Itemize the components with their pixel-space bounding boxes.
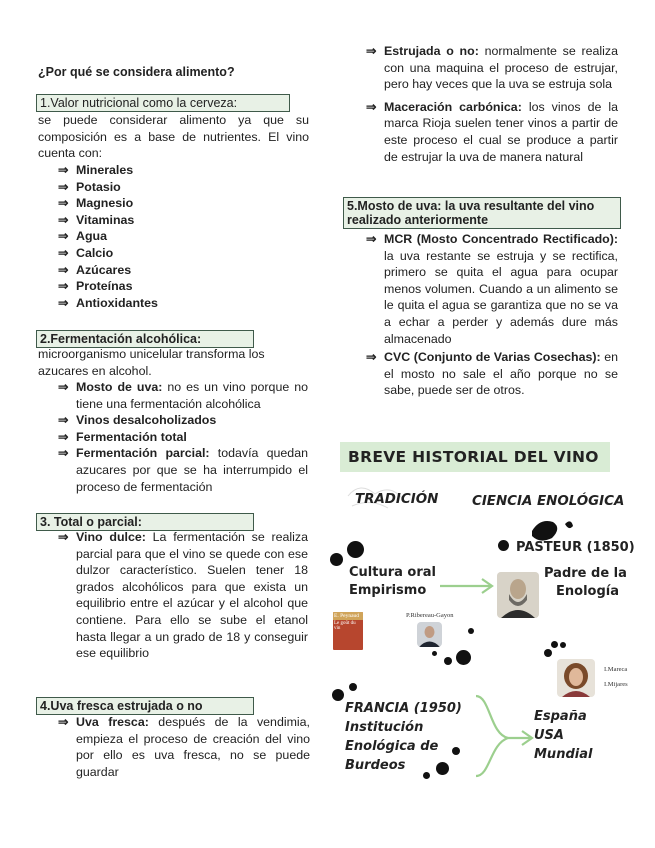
francia-line-1: FRANCIA (1950) [345, 701, 462, 716]
arrow-bullet-icon: ⇒ [58, 279, 69, 294]
list-item-term: CVC (Conjunto de Varias Cosechas): [384, 350, 601, 365]
list-item [58, 262, 298, 279]
list-item-label: Potasio [76, 179, 121, 194]
history-title: BREVE HISTORIAL DEL VINO [340, 442, 610, 472]
list-item [58, 429, 308, 446]
arrow-bullet-icon: ⇒ [58, 196, 69, 211]
decor-dot [332, 689, 344, 701]
arrow-bullet-icon: ⇒ [366, 99, 377, 114]
arrow-bullet-icon: ⇒ [58, 380, 69, 394]
list-item-term: Estrujada o no: [384, 44, 479, 58]
ink-splash-icon [532, 521, 557, 541]
history-diagram-graphics [340, 476, 640, 846]
decor-dot [498, 540, 509, 551]
mareca-photo [557, 659, 595, 697]
peynaud-book [333, 612, 363, 650]
list-item-text: La fermentación se realiza parcial para que el vino se quede con ese dulzor característico. Suelen tener 18 grados alcohólicos para que exista un equilibrio entre el azúcar y el alcohol que contiene. Para ello se sube el etanol hasta llegar a un grado de 18 y conseguir ese equilibrio [76, 530, 308, 661]
pasteur-label: PASTEUR (1850) [516, 540, 635, 555]
section-1-list [58, 162, 298, 311]
section-4-list [58, 714, 310, 780]
arrow-bullet-icon: ⇒ [58, 429, 69, 444]
col-ciencia-enologica: CIENCIA ENOLÓGICA [472, 494, 625, 509]
culture-line-2: Empirismo [349, 583, 427, 598]
decor-dot [330, 553, 343, 566]
section-2-header: 2.Fermentación alcohólica: [36, 330, 254, 348]
arrow-bullet-icon: ⇒ [366, 350, 377, 365]
decor-dot [544, 649, 552, 657]
section-4-header: 4.Uva fresca estrujada o no [36, 697, 254, 715]
photo1-caption: P.Ribereau-Gayon [406, 612, 454, 619]
francia-line-3: Enológica de [345, 739, 439, 754]
list-item [58, 162, 298, 179]
list-item-label: Magnesio [76, 196, 134, 211]
arrow-bullet-icon: ⇒ [58, 179, 69, 194]
list-item-text: en el mosto no sale el año porque no se sabe, puede ser de otros. [384, 350, 618, 398]
list-item [58, 445, 308, 495]
outcome-mundial: Mundial [534, 747, 593, 762]
list-item-text: normalmente se realiza con una maquina el proceso de estrujar, pero hay veces que la uva se estruja sola [384, 44, 619, 92]
list-item-term: MCR (Mosto Concentrado Rectificado): [384, 232, 618, 246]
arrow-bullet-icon: ⇒ [366, 232, 377, 246]
list-item [58, 228, 298, 245]
ribereau-photo [417, 622, 442, 647]
culture-line-1: Cultura oral [349, 565, 437, 580]
list-item [58, 278, 298, 295]
section-5-header: 5.Mosto de uva: la uva resultante del vino realizado anteriormente [343, 197, 621, 229]
outcome-usa: USA [534, 728, 564, 743]
father-line-2: Enología [556, 584, 619, 599]
list-item [58, 412, 308, 429]
list-item-text: la uva restante se estruja y se rectifica, primero se quita el agua para ocupar menos volumen. Cuando a un alimento se le quita el agua se garantiza que no se va a echar a perder y además dure más almacenado [384, 248, 618, 346]
list-item-label: Agua [76, 229, 107, 244]
section-3-header: 3. Total o parcial: [36, 513, 254, 531]
decor-dot [468, 628, 474, 634]
list-item [366, 349, 618, 399]
arrow-bullet-icon: ⇒ [366, 44, 377, 58]
decor-dot [423, 772, 430, 779]
list-item [58, 714, 310, 780]
list-item [58, 295, 298, 312]
pasteur-portrait [497, 572, 539, 618]
person-icon [497, 572, 539, 618]
decor-dot [347, 541, 364, 558]
arrow-bullet-icon: ⇒ [58, 212, 69, 227]
list-item [366, 231, 618, 347]
list-item-label: Calcio [76, 245, 114, 260]
list-item [58, 529, 308, 662]
book-author: E. Peynaud [333, 612, 363, 620]
arrow-bullet-icon: ⇒ [58, 446, 69, 461]
list-item [58, 245, 298, 262]
arrow-bullet-icon: ⇒ [58, 229, 69, 244]
arrow-bullet-icon: ⇒ [58, 163, 69, 177]
list-item-label: Antioxidantes [76, 295, 158, 310]
list-item [366, 99, 618, 165]
section-1-intro: se puede considerar alimento ya que su composición es a base de nutrientes. El vino cuenta con: [38, 113, 309, 161]
col-tradicion: TRADICIÓN [355, 492, 439, 507]
photo2-caption-1: I.Mareca [604, 666, 628, 673]
list-item-label: Minerales [76, 163, 134, 177]
francia-line-2: Institución [345, 720, 424, 735]
person-icon [557, 659, 595, 697]
arrow-bullet-icon: ⇒ [58, 295, 69, 310]
list-item-term: Fermentación total [76, 429, 187, 444]
section-2-list [58, 379, 308, 495]
branch-arrow-icon [476, 696, 532, 776]
list-item-text: después de la vendimia, empieza el proceso de creación del vino por ello es uva fresca, no se puede guardar [76, 715, 311, 779]
list-item [58, 212, 298, 229]
outcome-espana: España [534, 709, 587, 724]
arrow-bullet-icon: ⇒ [58, 530, 69, 544]
list-item [58, 195, 298, 212]
arrow-bullet-icon: ⇒ [58, 715, 69, 729]
list-item-text: todavía quedan azucares por que se ha interrumpido el proceso de fermentación [76, 446, 308, 494]
list-item [58, 379, 308, 412]
right-top-list [366, 43, 618, 165]
arrow-bullet-icon: ⇒ [58, 245, 69, 260]
list-item-term: Vinos desalcoholizados [76, 413, 217, 428]
list-item [366, 43, 618, 93]
list-item-label: Azúcares [76, 262, 132, 277]
decor-dot [560, 642, 566, 648]
decor-dot [444, 657, 452, 665]
list-item-text: no es un vino porque no tiene una fermentación alcohólica [76, 380, 308, 411]
section-1-header: 1.Valor nutricional como la cerveza: [36, 94, 290, 112]
arrow-bullet-icon: ⇒ [58, 262, 69, 277]
list-item-term: Maceración carbónica: [384, 99, 522, 114]
arrow-right-icon [440, 579, 492, 593]
arrow-bullet-icon: ⇒ [58, 413, 69, 428]
section-3-list [58, 529, 308, 662]
photo2-caption-2: I.Mijares [604, 681, 628, 688]
list-item-term: Mosto de uva: [76, 380, 163, 394]
question-heading: ¿Por qué se considera alimento? [38, 65, 235, 79]
list-item-term: Uva fresca: [76, 715, 149, 729]
decor-dot [349, 683, 357, 691]
decor-dot [551, 641, 558, 648]
section-5-list [366, 231, 618, 399]
list-item-label: Proteínas [76, 279, 133, 294]
decor-dot [452, 747, 460, 755]
list-item-text: los vinos de la marca Rioja suelen tener vinos a partir de este proceso el cual se produce a partir de estrujar la uva de manera natural [384, 99, 618, 164]
list-item-label: Vitaminas [76, 212, 135, 227]
list-item-term: Fermentación parcial: [76, 446, 210, 461]
francia-line-4: Burdeos [345, 758, 406, 773]
list-item [58, 179, 298, 196]
book-title: Le goût du vin [334, 621, 356, 631]
list-item-term: Vino dulce: [76, 530, 146, 544]
decor-dot [432, 651, 437, 656]
person-icon [417, 622, 442, 647]
decor-dot [436, 762, 449, 775]
father-line-1: Padre de la [544, 566, 627, 581]
decor-dot [456, 650, 471, 665]
section-2-intro: microorganismo unicelular transforma los azucares en alcohol. [38, 347, 265, 378]
